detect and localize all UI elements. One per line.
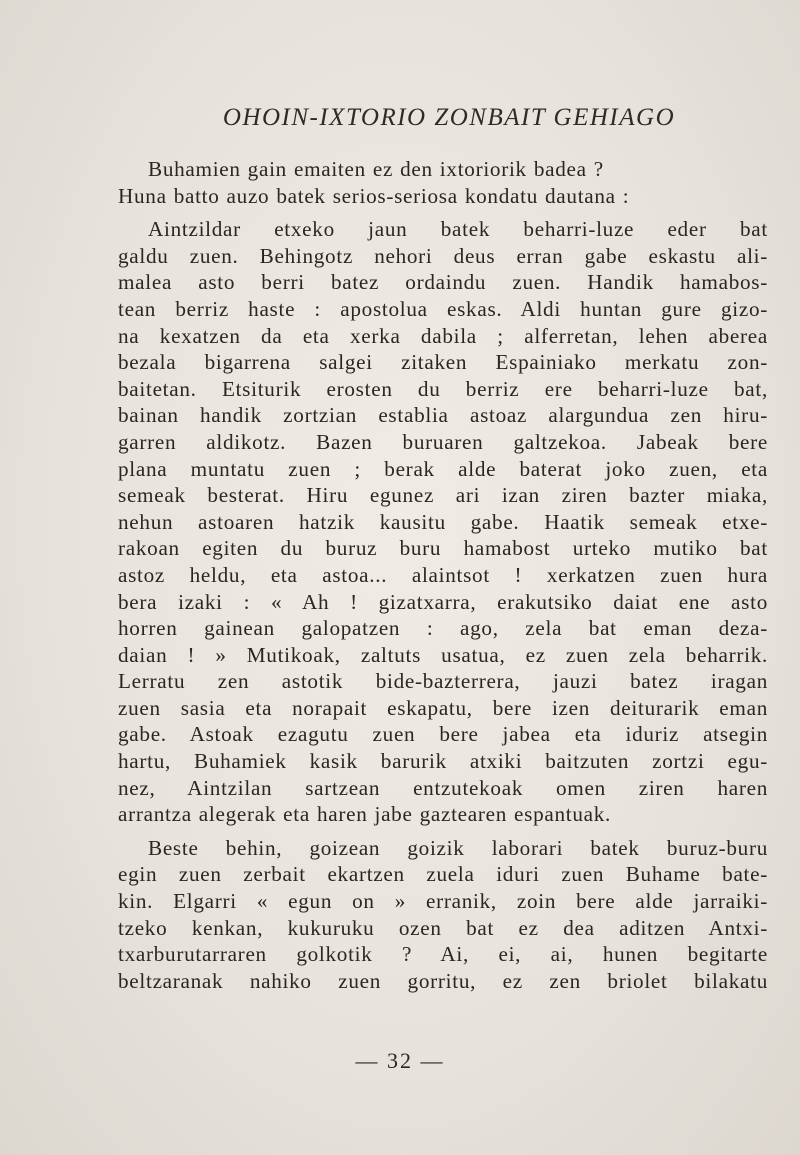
text-line: galdu zuen. Behingotz nehori deus erran gabe eskastu ali- — [118, 243, 768, 268]
text-line: egin zuen zerbait ekartzen zuela iduri zuen Buhame bate- — [118, 862, 768, 887]
text-line: tean berriz haste : apostolua eskas. Aldi huntan gure gizo- — [118, 296, 768, 321]
paragraph — [118, 835, 768, 995]
text-line: hartu, Buhamiek kasik barurik atxiki baitzuten zortzi egu- — [118, 749, 768, 774]
text-line: astoz heldu, eta astoa... alaintsot ! xerkatzen zuen hura — [118, 562, 768, 587]
text-line: bera izaki : « Ah ! gizatxarra, erakutsiko daiat ene asto — [118, 589, 768, 614]
body-text — [118, 156, 768, 994]
page-number: — 32 — — [355, 1048, 445, 1073]
text-line: plana muntatu zuen ; berak alde baterat joko zuen, eta — [118, 456, 768, 481]
text-line: bezala bigarrena salgei zitaken Espainiako merkatu zon- — [118, 350, 768, 375]
text-line: tzeko kenkan, kukuruku ozen bat ez dea aditzen Antxi- — [118, 915, 768, 940]
text-line: beltzaranak nahiko zuen gorritu, ez zen briolet bilakatu — [118, 968, 768, 993]
text-line: daian ! » Mutikoak, zaltuts usatua, ez zuen zela beharrik. — [118, 642, 768, 667]
text-line: semeak besterat. Hiru egunez ari izan ziren bazter miaka, — [118, 483, 768, 508]
text-line: zuen sasia eta norapait eskapatu, bere izen deiturarik eman — [118, 695, 768, 720]
text-line: Aintzildar etxeko jaun batek beharri-luze eder bat — [148, 217, 768, 242]
text-line: rakoan egiten du buruz buru hamabost urteko mutiko bat — [118, 536, 768, 561]
text-line: baitetan. Etsiturik erosten du berriz ere beharri-luze bat, — [118, 376, 768, 401]
text-line: garren aldikotz. Bazen buruaren galtzekoa. Jabeak bere — [118, 429, 768, 454]
chapter-title: OHOIN-IXTORIO ZONBAIT GEHIAGO — [222, 104, 676, 131]
text-line: Lerratu zen astotik bide-bazterrera, jauzi batez iragan — [118, 669, 768, 694]
text-page — [118, 100, 768, 1001]
text-line: Huna batto auzo batek serios-seriosa kondatu dautana : — [118, 183, 630, 208]
text-line: malea asto berri batez ordaindu zuen. Handik hamabos- — [118, 270, 768, 295]
text-line: Buhamien gain emaiten ez den ixtoriorik badea ? — [148, 157, 604, 181]
text-line: bainan handik zortzian establia astoaz alargundua zen hiru- — [118, 403, 768, 428]
text-line: kin. Elgarri « egun on » erranik, zoin bere alde jarraiki- — [118, 889, 768, 914]
text-line: gabe. Astoak ezagutu zuen bere jabea eta iduriz atsegin — [118, 722, 768, 747]
text-line: na kexatzen da eta xerka dabila ; alferretan, lehen aberea — [118, 323, 768, 348]
text-line: nehun astoaren hatzik kausitu gabe. Haatik semeak etxe- — [118, 509, 768, 534]
text-line: arrantza alegerak eta haren jabe gaztearen espantuak. — [118, 802, 612, 827]
paragraph — [118, 156, 768, 209]
text-line: txarburutarraren golkotik ? Ai, ei, ai, hunen begitarte — [118, 942, 768, 967]
paragraph — [118, 216, 768, 828]
text-line: horren gainean galopatzen : ago, zela bat eman deza- — [118, 616, 768, 641]
text-line: nez, Aintzilan sartzean entzutekoak omen ziren haren — [118, 775, 768, 800]
text-line: Beste behin, goizean goizik laborari batek buruz-buru — [148, 835, 768, 860]
